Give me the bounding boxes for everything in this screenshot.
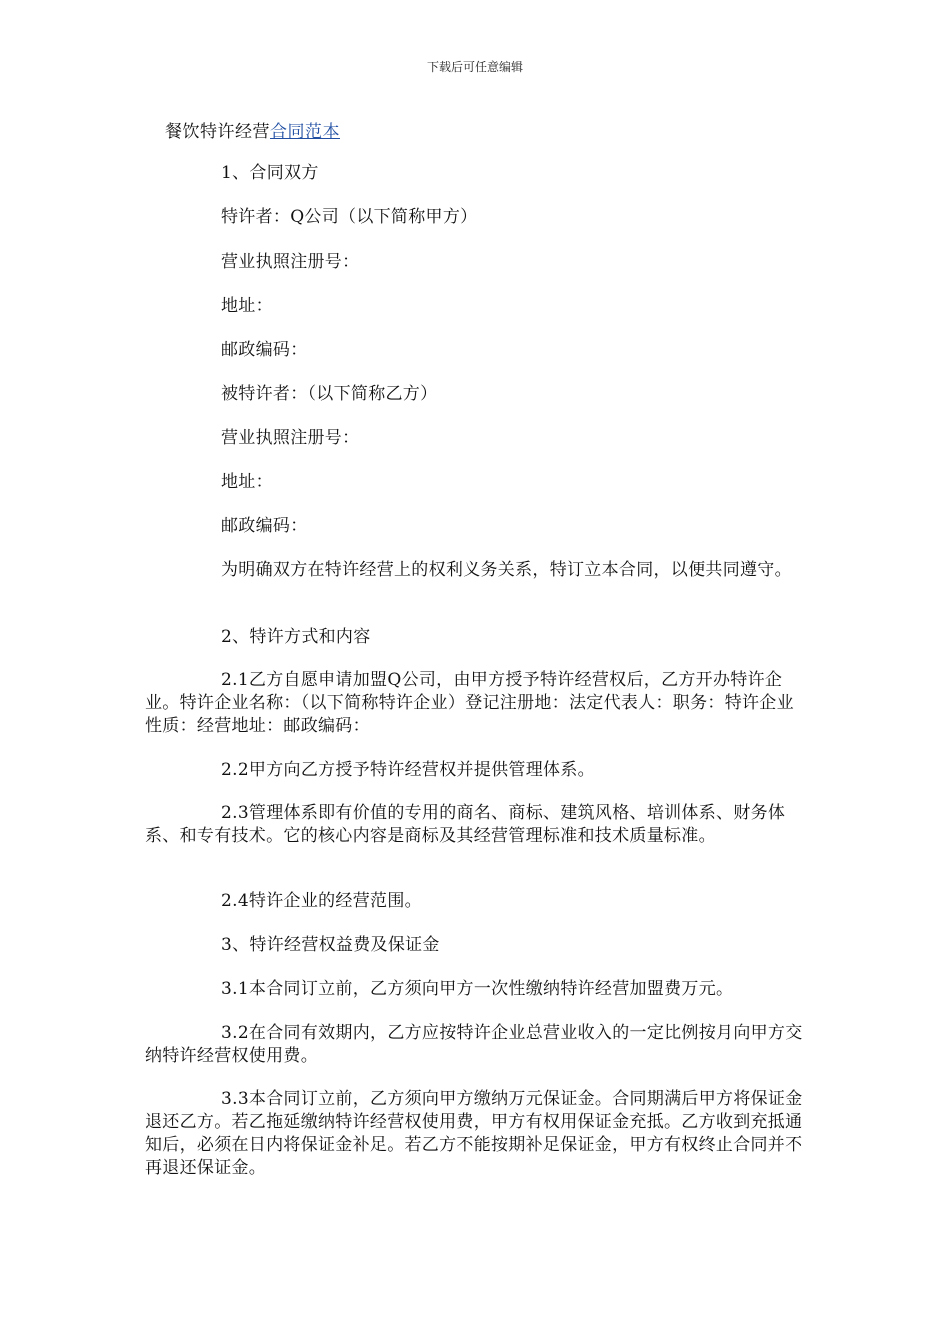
section-heading-parties: 1、合同双方 (221, 163, 319, 183)
clause-2-1: 2.1乙方自愿申请加盟Q公司，由甲方授予特许经营权后，乙方开办特许企业。特许企业名称：（以下简称特许企业）登记注册地：法定代表人：职务：特许企业性质：经营地址：邮政编码： (145, 670, 794, 736)
franchisee-postcode-line: 邮政编码： (221, 516, 308, 536)
clause-2-3: 2.3管理体系即有价值的专用的商名、商标、建筑风格、培训体系、财务体系、和专有技术。它的核心内容是商标及其经营管理标准和技术质量标准。 (145, 803, 786, 846)
section-heading-fees: 3、特许经营权益费及保证金 (221, 935, 440, 955)
section-heading-franchise-method: 2、特许方式和内容 (221, 627, 371, 647)
title-link[interactable]: 合同范本 (270, 122, 340, 142)
document-title (165, 117, 340, 142)
clause-2-2: 2.2甲方向乙方授予特许经营权并提供管理体系。 (221, 760, 595, 780)
franchisor-address-line: 地址： (221, 296, 273, 316)
franchisee-registration-line: 营业执照注册号： (221, 428, 360, 448)
franchisor-registration-line: 营业执照注册号： (221, 252, 360, 272)
title-prefix: 餐饮特许经营 (165, 122, 270, 142)
clause-3-2: 3.2在合同有效期内，乙方应按特许企业总营业收入的一定比例按月向甲方交纳特许经营权使用费。 (145, 1023, 803, 1066)
franchisee-line: 被特许者：（以下简称乙方） (221, 384, 438, 404)
franchisee-address-line: 地址： (221, 472, 273, 492)
clause-3-1: 3.1本合同订立前，乙方须向甲方一次性缴纳特许经营加盟费万元。 (221, 979, 734, 999)
header-note: 下载后可任意编辑 (426, 60, 523, 74)
clause-2-4: 2.4特许企业的经营范围。 (221, 891, 422, 911)
clause-3-3: 3.3本合同订立前，乙方须向甲方缴纳万元保证金。合同期满后甲方将保证金退还乙方。若乙拖延缴纳特许经营权使用费，甲方有权用保证金充抵。乙方收到充抵通知后，必须在日内将保证金补足。若乙方不能按期补足保证金，甲方有权终止合同并不再退还保证金。 (145, 1089, 803, 1178)
purpose-paragraph: 为明确双方在特许经营上的权利义务关系，特订立本合同，以便共同遵守。 (221, 560, 792, 580)
franchisor-line: 特许者：Q公司（以下简称甲方） (221, 207, 478, 227)
franchisor-postcode-line: 邮政编码： (221, 340, 308, 360)
